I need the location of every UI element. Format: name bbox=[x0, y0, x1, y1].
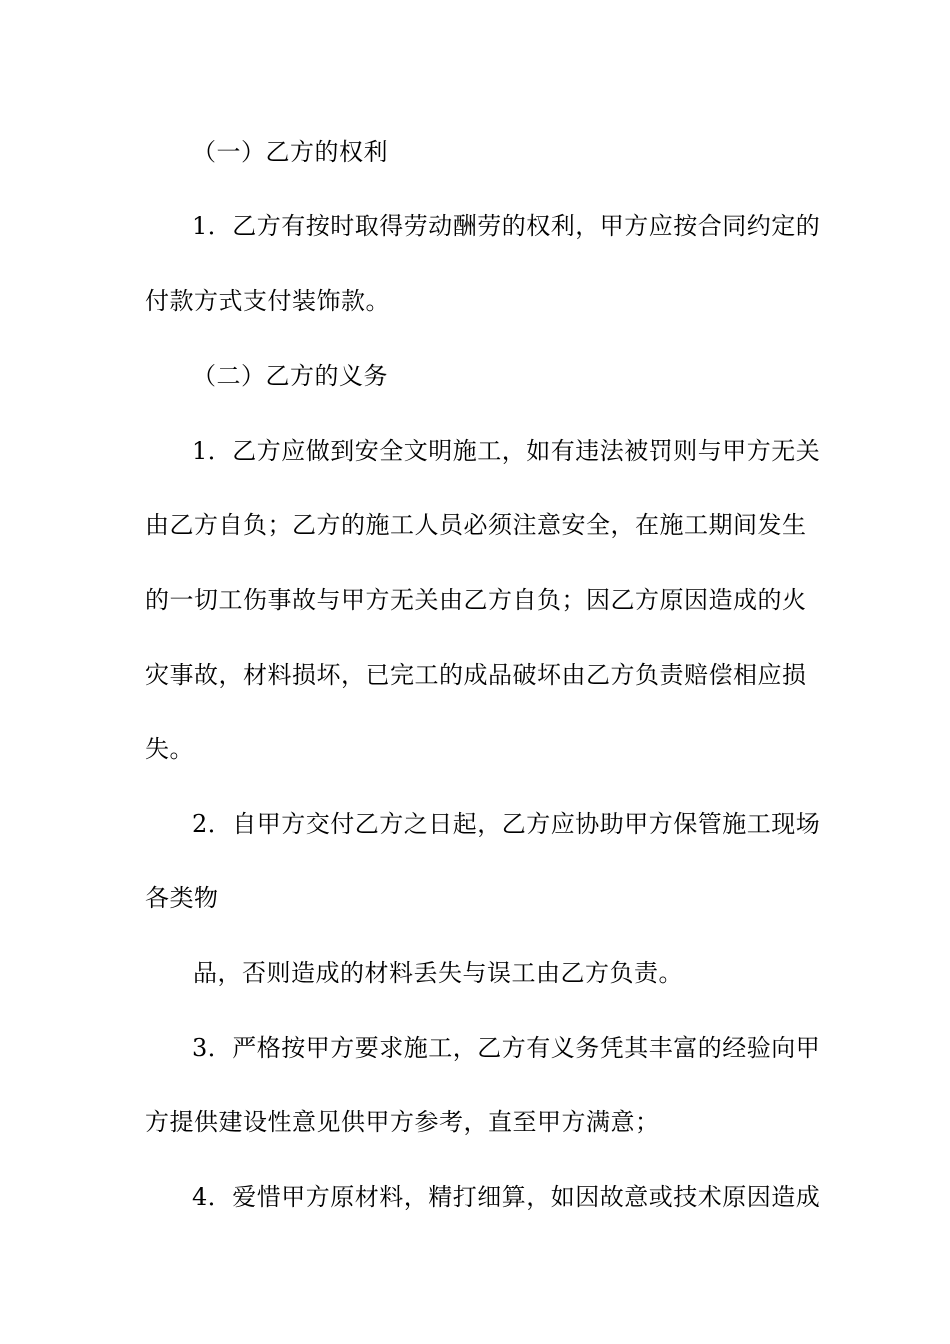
paragraph-line: 失。 bbox=[145, 735, 194, 763]
paragraph-line: 3．严格按甲方要求施工，乙方有义务凭其丰富的经验向甲 bbox=[192, 1034, 821, 1062]
paragraph-line: 4．爱惜甲方原材料，精打细算，如因故意或技术原因造成 bbox=[192, 1183, 821, 1211]
paragraph-line: 1．乙方应做到安全文明施工，如有违法被罚则与甲方无关 bbox=[192, 437, 821, 465]
paragraph-line: 由乙方自负；乙方的施工人员必须注意安全，在施工期间发生 bbox=[145, 511, 807, 539]
paragraph-line: 付款方式支付装饰款。 bbox=[145, 287, 390, 315]
paragraph-line: 方提供建设性意见供甲方参考，直至甲方满意； bbox=[145, 1108, 660, 1136]
paragraph-line: 品，否则造成的材料丢失与误工由乙方负责。 bbox=[193, 959, 683, 987]
paragraph-line: 各类物 bbox=[145, 884, 219, 912]
section-heading-party-b-rights: （一）乙方的权利 bbox=[192, 138, 388, 166]
paragraph-line: 1．乙方有按时取得劳动酬劳的权利，甲方应按合同约定的 bbox=[192, 212, 821, 240]
paragraph-line: 灾事故，材料损坏，已完工的成品破坏由乙方负责赔偿相应损 bbox=[145, 661, 807, 689]
paragraph-line: 的一切工伤事故与甲方无关由乙方自负；因乙方原因造成的火 bbox=[145, 586, 807, 614]
paragraph-line: 2．自甲方交付乙方之日起，乙方应协助甲方保管施工现场 bbox=[192, 810, 821, 838]
section-heading-party-b-obligations: （二）乙方的义务 bbox=[192, 362, 388, 390]
